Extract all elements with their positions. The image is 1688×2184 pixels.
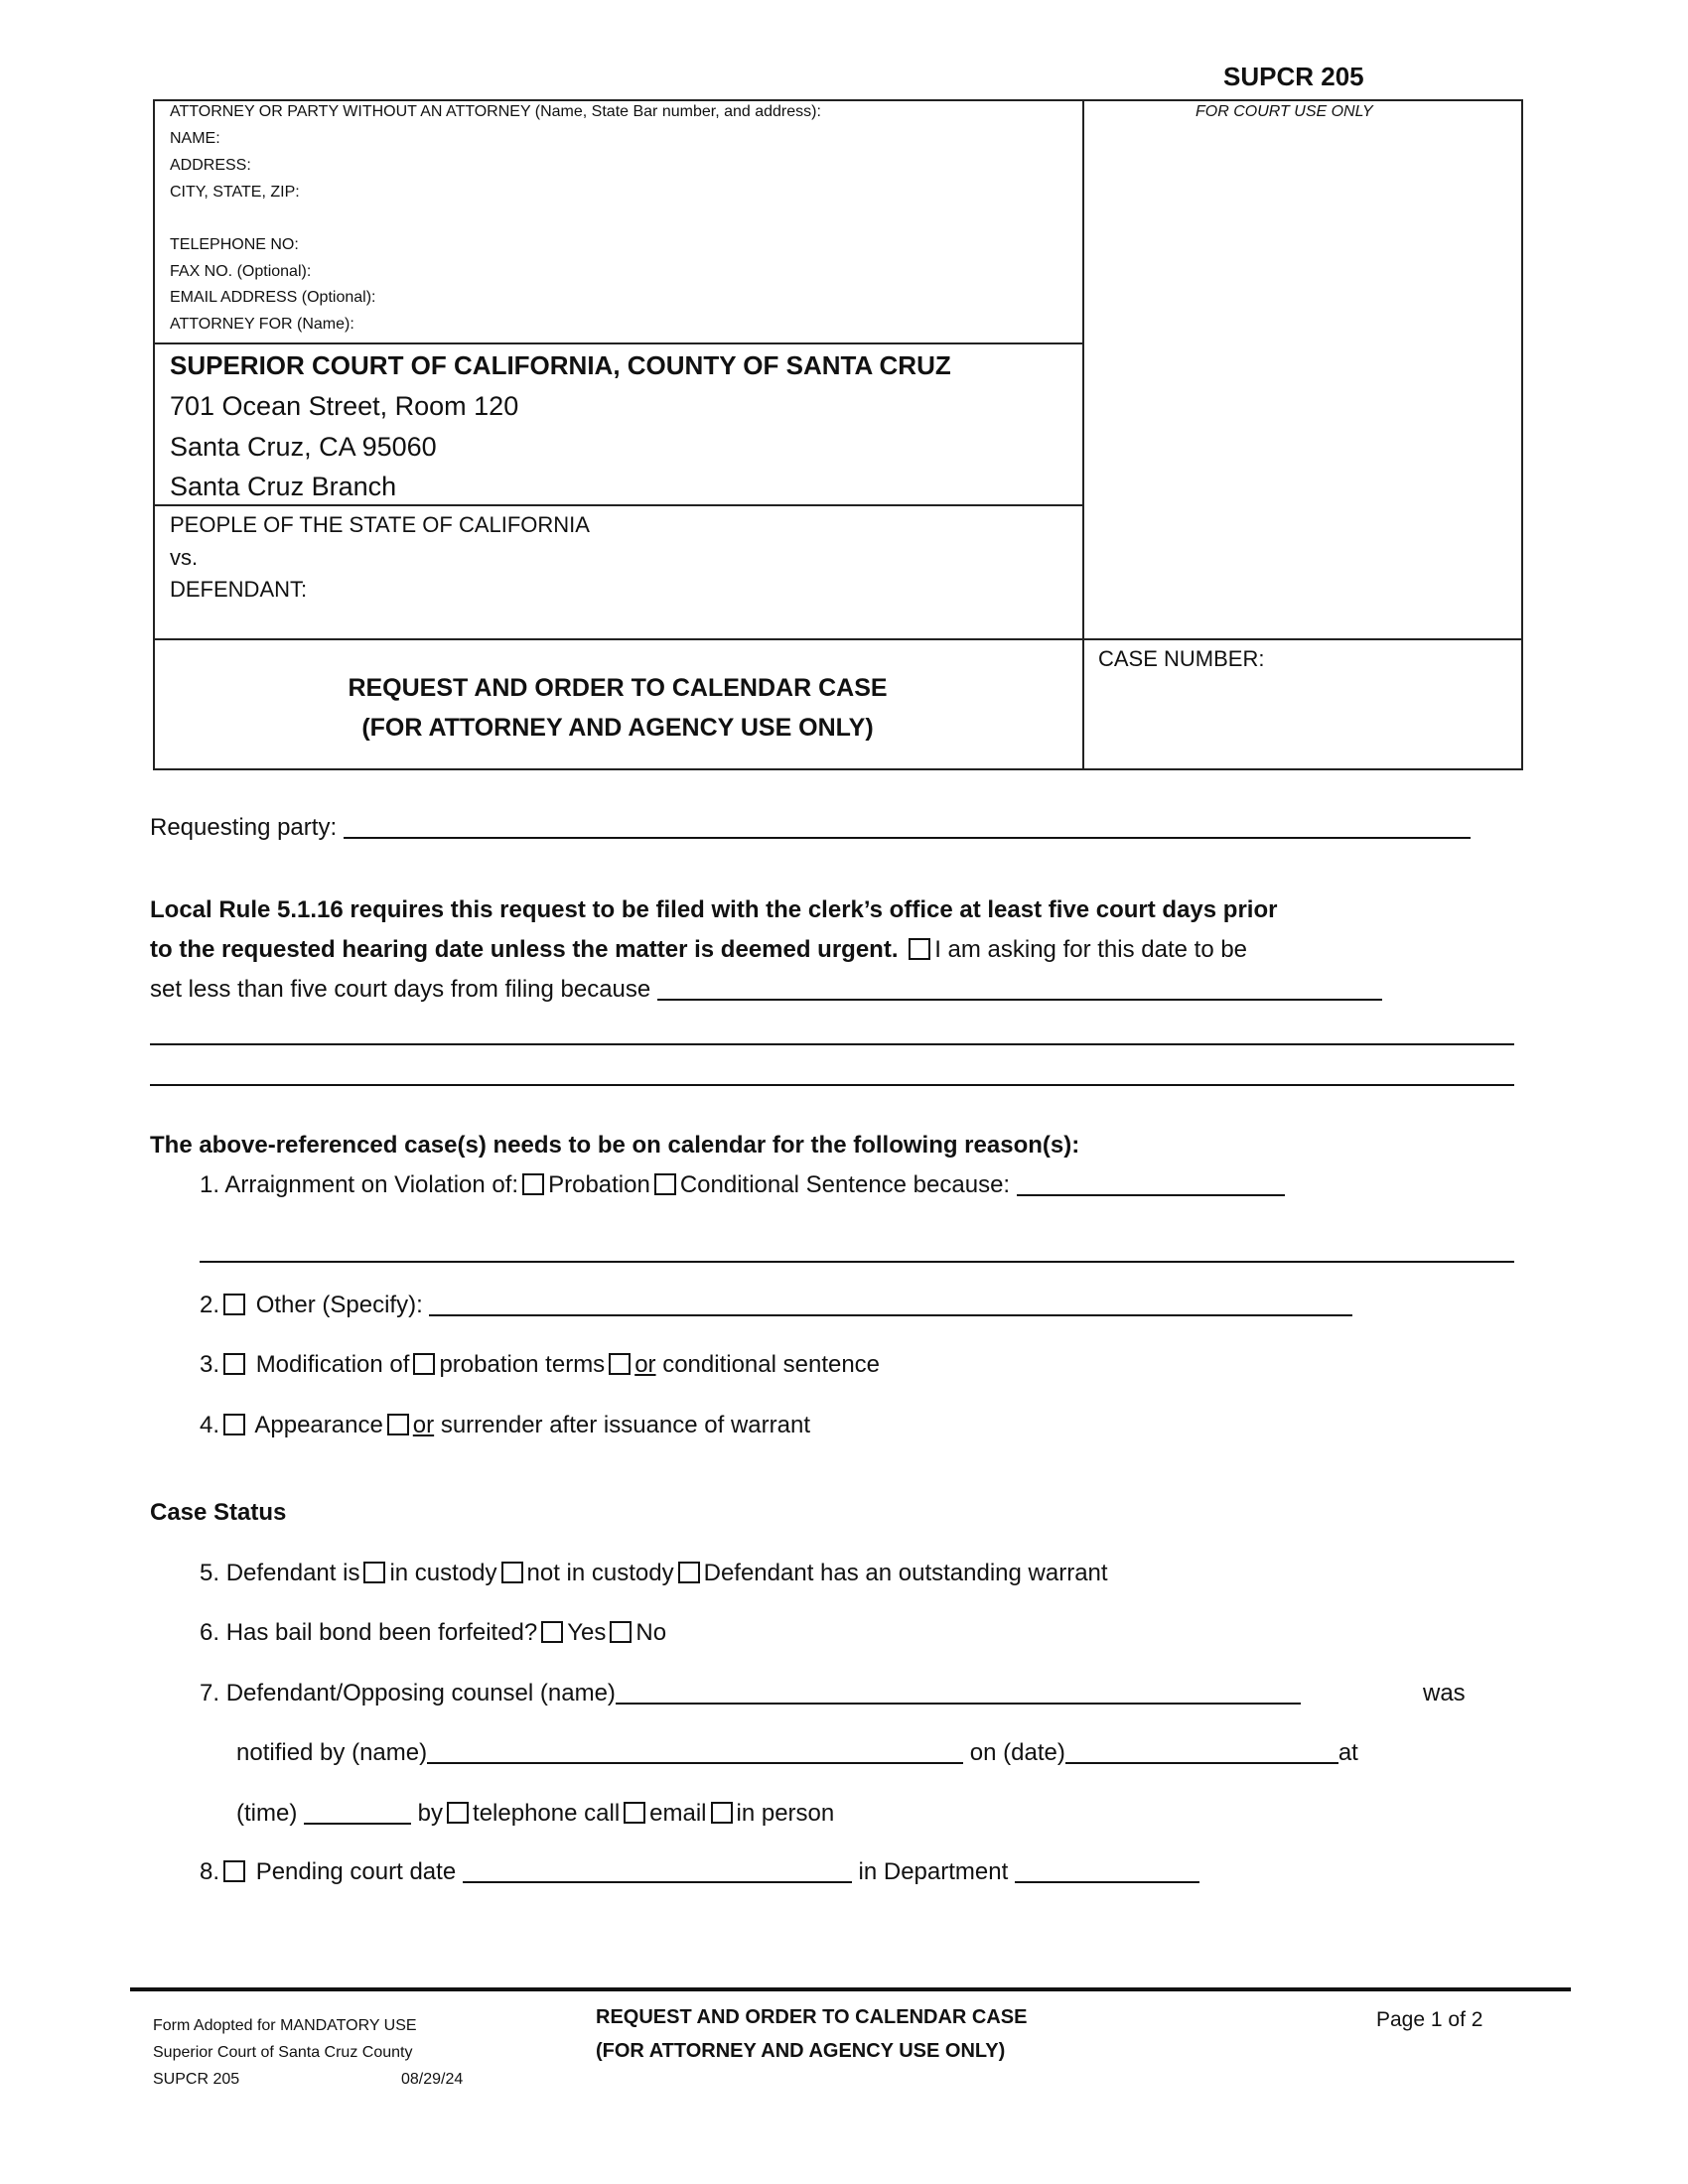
reason-label: Other (Specify): xyxy=(255,1292,423,1318)
requesting-party-field[interactable] xyxy=(344,815,1471,839)
reason-2 xyxy=(200,1292,1352,1319)
form-subtitle: (FOR ATTORNEY AND AGENCY USE ONLY) xyxy=(361,714,874,742)
other-specify-field[interactable] xyxy=(429,1293,1352,1316)
footer-title: REQUEST AND ORDER TO CALENDAR CASE xyxy=(596,2006,1028,2028)
address-label[interactable]: ADDRESS: xyxy=(170,157,251,174)
department-field[interactable] xyxy=(1015,1859,1199,1883)
option-label: not in custody xyxy=(526,1560,674,1586)
divider xyxy=(153,504,1082,506)
page-number: Page 1 of 2 xyxy=(1376,2008,1483,2031)
status-label: Defendant is xyxy=(225,1560,360,1586)
requesting-party-row xyxy=(150,814,1471,842)
violation-reason-field[interactable] xyxy=(1017,1172,1285,1196)
conditional-sentence-checkbox[interactable] xyxy=(654,1173,676,1195)
reason-label: Arraignment on Violation of: xyxy=(224,1171,519,1198)
status-7 xyxy=(200,1680,1301,1707)
versus: vs. xyxy=(170,545,199,570)
notified-date-field[interactable] xyxy=(1065,1740,1338,1764)
notified-by-field[interactable] xyxy=(427,1740,963,1764)
appearance-checkbox[interactable] xyxy=(223,1414,245,1435)
court-branch: Santa Cruz Branch xyxy=(170,472,397,501)
urgent-reason-line[interactable] xyxy=(150,1043,1514,1045)
fax-label[interactable]: FAX NO. (Optional): xyxy=(170,263,312,280)
city-state-zip-label[interactable]: CITY, STATE, ZIP: xyxy=(170,184,300,201)
court-city: Santa Cruz, CA 95060 xyxy=(170,432,437,462)
status-7-line-3 xyxy=(236,1800,834,1828)
email-label[interactable]: EMAIL ADDRESS (Optional): xyxy=(170,289,376,306)
conditional-sentence-checkbox[interactable] xyxy=(609,1353,631,1375)
bail-yes-checkbox[interactable] xyxy=(541,1621,563,1643)
footer-date: 08/29/24 xyxy=(401,2071,464,2088)
urgent-reason-field[interactable] xyxy=(657,977,1382,1001)
email-checkbox[interactable] xyxy=(624,1802,645,1824)
option-label: in person xyxy=(736,1800,835,1827)
reason-3 xyxy=(200,1351,880,1379)
surrender-checkbox[interactable] xyxy=(387,1414,409,1435)
footer-form-id: SUPCR 205 xyxy=(153,2071,240,2088)
reason-label: Modification of xyxy=(255,1351,410,1378)
attorney-for-label[interactable]: ATTORNEY FOR (Name): xyxy=(170,316,354,333)
was-text: was xyxy=(1423,1680,1466,1706)
column-divider xyxy=(1082,99,1084,770)
bail-no-checkbox[interactable] xyxy=(610,1621,632,1643)
plaintiff: PEOPLE OF THE STATE OF CALIFORNIA xyxy=(170,512,590,537)
or-text: or xyxy=(412,1412,435,1438)
item-number: 7. xyxy=(200,1680,220,1706)
modification-checkbox[interactable] xyxy=(223,1353,245,1375)
status-5 xyxy=(200,1560,1108,1587)
attorney-heading: ATTORNEY OR PARTY WITHOUT AN ATTORNEY (Name, State Bar number, and address): xyxy=(170,103,821,120)
option-label: No xyxy=(635,1619,667,1646)
reason-4 xyxy=(200,1412,810,1439)
option-label: probation terms xyxy=(439,1351,606,1378)
violation-reason-line[interactable] xyxy=(200,1261,1514,1263)
reasons-heading: The above-referenced case(s) needs to be on calendar for the following reason(s): xyxy=(150,1132,1080,1159)
status-label: by xyxy=(417,1800,444,1827)
case-status-heading: Case Status xyxy=(150,1499,287,1526)
in-custody-checkbox[interactable] xyxy=(363,1562,385,1583)
item-number: 5. xyxy=(200,1560,220,1586)
rule-row-2 xyxy=(150,936,1247,964)
option-label: Probation xyxy=(548,1171,650,1198)
telephone-label[interactable]: TELEPHONE NO: xyxy=(170,236,299,253)
item-number: 4. xyxy=(200,1412,220,1438)
reason-label: Appearance xyxy=(254,1412,383,1438)
urgent-label: I am asking for this date to be xyxy=(934,936,1248,963)
status-label: Pending court date xyxy=(255,1858,457,1885)
case-number-label[interactable]: CASE NUMBER: xyxy=(1098,646,1265,671)
requesting-party-label: Requesting party: xyxy=(150,814,338,841)
option-label: Defendant has an outstanding warrant xyxy=(703,1560,1108,1586)
option-label: in custody xyxy=(389,1560,497,1586)
not-in-custody-checkbox[interactable] xyxy=(501,1562,523,1583)
status-label: notified by (name) xyxy=(236,1739,428,1766)
urgent-reason-label: set less than five court days from filing because xyxy=(150,976,651,1003)
court-name: SUPERIOR COURT OF CALIFORNIA, COUNTY OF SANTA CRUZ xyxy=(170,350,951,380)
status-8 xyxy=(200,1858,1199,1886)
item-number: 1. xyxy=(200,1171,220,1198)
option-label: Yes xyxy=(567,1619,607,1646)
footer-rule xyxy=(130,1987,1571,1991)
or-text: or xyxy=(634,1351,656,1378)
status-7-line-2 xyxy=(236,1739,1358,1767)
divider xyxy=(153,342,1082,344)
telephone-checkbox[interactable] xyxy=(447,1802,469,1824)
defendant-label[interactable]: DEFENDANT: xyxy=(170,577,308,602)
urgent-checkbox[interactable] xyxy=(909,938,930,960)
urgent-reason-line[interactable] xyxy=(150,1084,1514,1086)
probation-terms-checkbox[interactable] xyxy=(413,1353,435,1375)
option-label: Conditional Sentence because: xyxy=(679,1171,1011,1198)
footer-adopted: Form Adopted for MANDATORY USE xyxy=(153,2017,417,2034)
court-use-label: FOR COURT USE ONLY xyxy=(1196,103,1373,120)
rule-text: Local Rule 5.1.16 requires this request to be filed with the clerk’s office at least five court days prior xyxy=(150,896,1278,923)
status-label: Defendant/Opposing counsel (name) xyxy=(225,1680,616,1706)
in-person-checkbox[interactable] xyxy=(711,1802,733,1824)
option-label: telephone call xyxy=(473,1800,621,1827)
court-address: 701 Ocean Street, Room 120 xyxy=(170,391,519,421)
status-6 xyxy=(200,1619,666,1647)
divider xyxy=(153,638,1523,640)
form-id: SUPCR 205 xyxy=(1223,62,1364,91)
item-number: 3. xyxy=(200,1351,220,1378)
probation-violation-checkbox[interactable] xyxy=(522,1173,544,1195)
status-label: (time) xyxy=(236,1800,298,1827)
notified-time-field[interactable] xyxy=(304,1801,411,1825)
footer-court: Superior Court of Santa Cruz County xyxy=(153,2044,413,2061)
reason-1 xyxy=(200,1171,1285,1199)
pending-court-date-checkbox[interactable] xyxy=(223,1860,245,1882)
item-number: 6. xyxy=(200,1619,220,1646)
item-number: 8. xyxy=(200,1858,220,1885)
item-number: 2. xyxy=(200,1292,220,1318)
other-checkbox[interactable] xyxy=(223,1294,245,1315)
rule-row-3 xyxy=(150,976,1382,1004)
status-label: at xyxy=(1337,1739,1358,1766)
option-label: conditional sentence xyxy=(662,1351,881,1378)
footer-subtitle: (FOR ATTORNEY AND AGENCY USE ONLY) xyxy=(596,2040,1006,2062)
status-label: in Department xyxy=(858,1858,1009,1885)
outstanding-warrant-checkbox[interactable] xyxy=(678,1562,700,1583)
pending-date-field[interactable] xyxy=(463,1859,852,1883)
form-title: REQUEST AND ORDER TO CALENDAR CASE xyxy=(348,674,888,702)
option-label: surrender after issuance of warrant xyxy=(440,1412,810,1438)
opposing-counsel-field[interactable] xyxy=(616,1681,1301,1705)
status-label: Has bail bond been forfeited? xyxy=(225,1619,538,1646)
rule-text: to the requested hearing date unless the matter is deemed urgent. xyxy=(150,936,899,963)
option-label: email xyxy=(649,1800,707,1827)
name-label[interactable]: NAME: xyxy=(170,130,220,147)
status-label: on (date) xyxy=(969,1739,1065,1766)
